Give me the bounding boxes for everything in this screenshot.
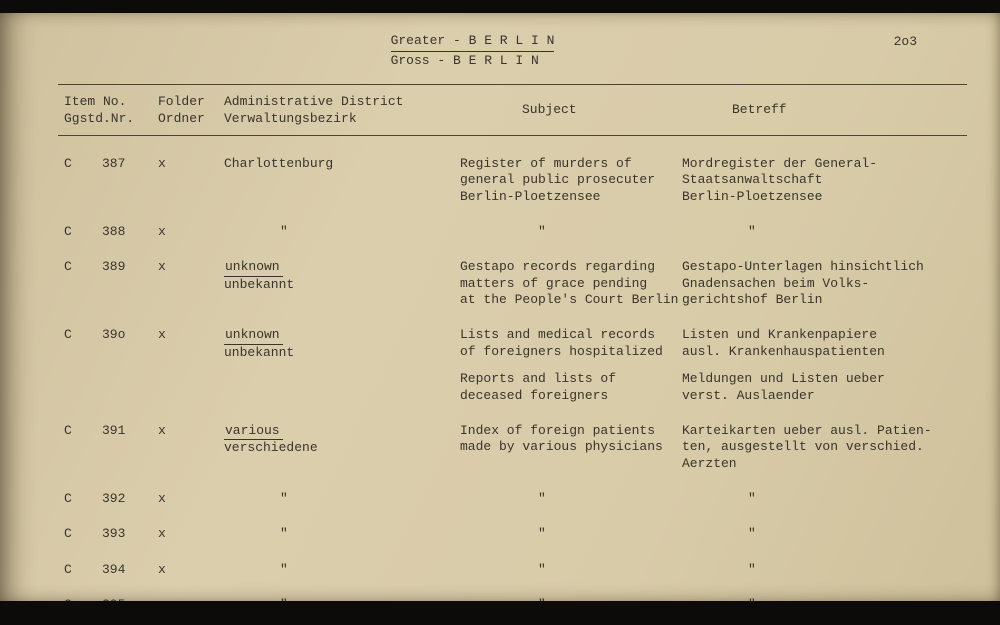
cell-subject: Lists and medical records of foreigners hospitalized Reports and lists of deceased foreigners (460, 327, 663, 403)
cell-district: Charlottenburg (224, 155, 334, 171)
scan-edge-top (0, 0, 1000, 13)
cell-no: 394 (102, 561, 126, 577)
cell-item: C (64, 491, 72, 507)
cell-item: C (64, 561, 72, 577)
cell-subject: " (538, 491, 546, 507)
cell-no: 393 (102, 526, 126, 542)
cell-district: unknown unbekannt (224, 327, 295, 360)
cell-no: 388 (102, 223, 126, 239)
table-row (64, 327, 945, 404)
table-row (64, 259, 945, 308)
header-subject: Subject (522, 102, 577, 118)
table-row (64, 491, 945, 507)
cell-item: C (64, 526, 72, 542)
cell-item: C (64, 223, 72, 239)
header-folder-en: Folder (158, 94, 205, 109)
cell-folder: x (158, 491, 166, 507)
page-subtitle: Gross - B E R L I N (390, 52, 539, 68)
cell-district: unknown unbekannt (224, 259, 295, 292)
scan-edge-bottom (0, 601, 1000, 625)
cell-no: 392 (102, 491, 126, 507)
page-title: Greater - B E R L I N (391, 32, 555, 52)
header-item-no-en: Item No. (64, 94, 127, 109)
header-district (224, 94, 460, 128)
cell-betreff: " (748, 223, 756, 239)
cell-betreff: " (748, 561, 756, 577)
cell-item: C (64, 259, 72, 275)
cell-folder: x (158, 561, 166, 577)
header-folder-de: Ordner (158, 110, 205, 126)
table-body (64, 136, 945, 614)
cell-district: various verschiedene (224, 422, 318, 456)
page-number: 2o3 (893, 34, 917, 49)
cell-folder: x (158, 223, 166, 239)
cell-subject: Gestapo records regarding matters of grace pending at the People's Court Berlin (460, 259, 679, 308)
header-betreff: Betreff (732, 102, 787, 118)
cell-subject: " (538, 561, 546, 577)
table-row (64, 156, 945, 205)
cell-betreff: Listen und Krankenpapiere ausl. Krankenhauspatienten Meldungen und Listen ueber verst. Auslaender (682, 327, 885, 403)
cell-folder: x (158, 259, 166, 275)
cell-district: " (280, 561, 288, 577)
cell-subject: Register of murders of general public prosecuter Berlin-Ploetzensee (460, 155, 656, 204)
header-item-no-de: Ggstd.Nr. (64, 110, 135, 126)
cell-betreff: " (748, 491, 756, 507)
table-row (64, 526, 945, 542)
cell-betreff: Mordregister der General- Staatsanwaltschaft Berlin-Ploetzensee (682, 155, 878, 204)
cell-item: C (64, 327, 72, 343)
table-header-row (64, 85, 945, 135)
cell-district: " (280, 526, 288, 542)
document-header (64, 32, 945, 84)
table-row (64, 562, 945, 578)
header-item-no (64, 94, 158, 128)
cell-folder: x (158, 526, 166, 542)
header-district-en: Administrative District (224, 94, 404, 109)
cell-no: 391 (102, 422, 126, 438)
table-row (64, 423, 945, 472)
cell-item: C (64, 422, 72, 438)
cell-folder: x (158, 327, 166, 343)
header-district-de: Verwaltungsbezirk (224, 110, 357, 126)
cell-district: " (280, 223, 288, 239)
cell-subject: " (538, 223, 546, 239)
title-block (391, 32, 555, 69)
cell-no: 39o (102, 327, 126, 343)
cell-no: 389 (102, 259, 126, 275)
cell-betreff: Gestapo-Unterlagen hinsichtlich Gnadensachen beim Volks- gerichtshof Berlin (682, 259, 924, 308)
cell-district: " (280, 491, 288, 507)
cell-item: C (64, 155, 72, 171)
cell-folder: x (158, 155, 166, 171)
cell-betreff: " (748, 526, 756, 542)
cell-folder: x (158, 422, 166, 438)
document-paper (0, 10, 1000, 605)
cell-subject: Index of foreign patients made by various physicians (460, 422, 663, 455)
cell-no: 387 (102, 155, 126, 171)
table-row (64, 224, 945, 240)
cell-subject: " (538, 526, 546, 542)
header-folder (158, 94, 224, 128)
cell-betreff: Karteikarten ueber ausl. Patien- ten, ausgestellt von verschied. Aerzten (682, 422, 932, 471)
